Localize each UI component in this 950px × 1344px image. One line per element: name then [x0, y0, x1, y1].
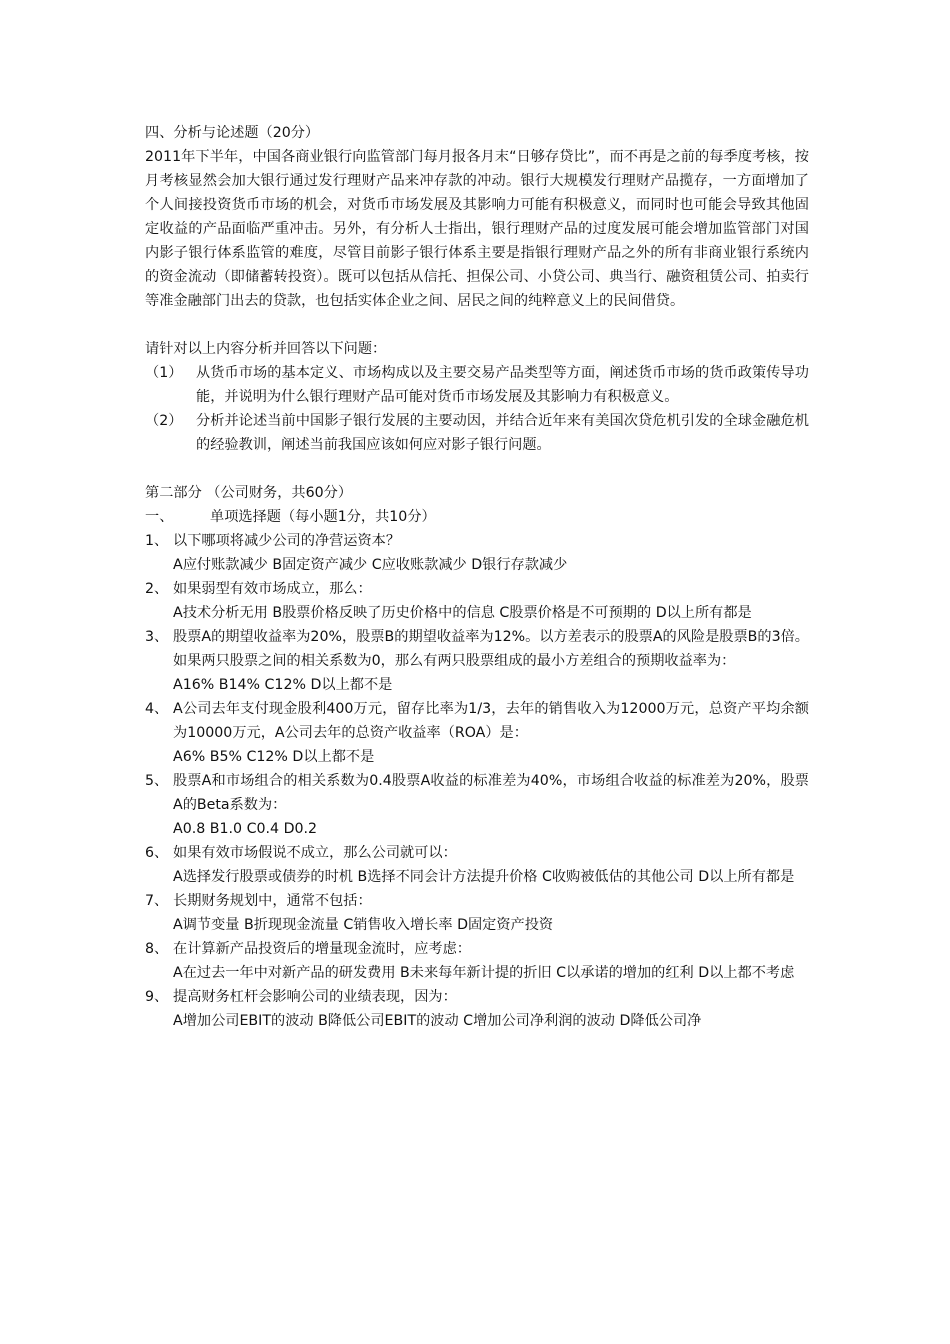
spacer	[145, 457, 809, 481]
question-options: A16% B14% C12% D以上都不是	[173, 677, 393, 693]
sub-question-number: （2）	[145, 413, 183, 429]
question-options: A增加公司EBIT的波动 B降低公司EBIT的波动 C增加公司净利润的波动 D降低公司净	[173, 1013, 702, 1029]
question-text: 股票A的期望收益率为20%，股票B的期望收益率为12%。以方差表示的股票A的风险是股票B的3倍。如果两只股票之间的相关系数为0，那么有两只股票组成的最小方差组合的预期收益率为：	[173, 629, 809, 669]
sub-question-2	[145, 409, 809, 457]
question-options: A0.8 B1.0 C0.4 D0.2	[173, 821, 318, 837]
question-text: 如果有效市场假说不成立，那么公司就可以：	[173, 845, 457, 861]
question-number: 2、	[145, 581, 169, 597]
question-8	[145, 937, 809, 985]
question-number: 5、	[145, 773, 169, 789]
question-number: 8、	[145, 941, 169, 957]
section4-paragraph: 2011年下半年，中国各商业银行向监管部门每月报各月末“日够存贷比”，而不再是之前的每季度考核，按月考核显然会加大银行通过发行理财产品来冲存款的冲动。银行大规模发行理财产品揽存，一方面增加了个人间接投资货币市场的机会，对货币市场发展及其影响力可能有积极意义，而同时也可能会导致其他固定收益的产品面临严重冲击。另外，有分析人士指出，银行理财产品的过度发展可能会增加监管部门对国内影子银行体系监管的难度，尽管目前影子银行体系主要是指银行理财产品之外的所有非商业银行系统内的资金流动（即储蓄转投资）。既可以包括从信托、担保公司、小贷公司、典当行、融资租赁公司、拍卖行等准金融部门出去的贷款，也包括实体企业之间、居民之间的纯粹意义上的民间借贷。	[145, 149, 809, 309]
question-text: 长期财务规划中，通常不包括：	[173, 893, 372, 909]
question-number: 7、	[145, 893, 169, 909]
question-options: A应付账款减少 B固定资产减少 C应收账款减少 D银行存款减少	[173, 557, 568, 573]
question-text: 如果弱型有效市场成立，那么：	[173, 581, 372, 597]
question-number: 3、	[145, 629, 169, 645]
question-6	[145, 841, 809, 889]
question-text: 以下哪项将减少公司的净营运资本？	[173, 533, 401, 549]
spacer	[145, 313, 809, 337]
section-title-row	[145, 505, 809, 529]
question-options: A调节变量 B折现现金流量 C销售收入增长率 D固定资产投资	[173, 917, 554, 933]
question-9	[145, 985, 809, 1033]
section4-heading: 四、分析与论述题（20分）	[145, 125, 320, 141]
sub-question-number: （1）	[145, 365, 183, 381]
question-4	[145, 697, 809, 769]
question-options: A在过去一年中对新产品的研发费用 B未来每年新计提的折旧 C以承诺的增加的红利 D以上都不考虑	[173, 965, 795, 981]
question-5	[145, 769, 809, 841]
document-body	[145, 121, 809, 1033]
question-2	[145, 577, 809, 625]
question-3	[145, 625, 809, 697]
question-text: A公司去年支付现金股利400万元，留存比率为1/3，去年的销售收入为12000万元，总资产平均余额为10000万元，A公司去年的总资产收益率（ROA）是：	[173, 701, 809, 741]
question-1	[145, 529, 809, 577]
section4-prompt: 请针对以上内容分析并回答以下问题：	[145, 341, 387, 357]
sub-question-text: 从货币市场的基本定义、市场构成以及主要交易产品类型等方面，阐述货币市场的货币政策传导功能，并说明为什么银行理财产品可能对货币市场发展及其影响力有积极意义。	[196, 365, 809, 405]
part2-heading: 第二部分 （公司财务，共60分）	[145, 485, 353, 501]
question-number: 4、	[145, 701, 169, 717]
section-number: 一、	[145, 509, 174, 525]
sub-question-text: 分析并论述当前中国影子银行发展的主要动因，并结合近年来有美国次贷危机引发的全球金融危机的经验教训，阐述当前我国应该如何应对影子银行问题。	[196, 413, 809, 453]
question-options: A6% B5% C12% D以上都不是	[173, 749, 375, 765]
sub-question-1	[145, 361, 809, 409]
question-text: 在计算新产品投资后的增量现金流时，应考虑：	[173, 941, 471, 957]
question-options: A选择发行股票或债券的时机 B选择不同会计方法提升价格 C收购被低估的其他公司 D以上所有都是	[173, 869, 795, 885]
question-number: 1、	[145, 533, 169, 549]
question-7	[145, 889, 809, 937]
section-title: 单项选择题（每小题1分，共10分）	[210, 509, 436, 525]
question-options: A技术分析无用 B股票价格反映了历史价格中的信息 C股票价格是不可预期的 D以上所有都是	[173, 605, 752, 621]
question-number: 9、	[145, 989, 169, 1005]
question-number: 6、	[145, 845, 169, 861]
question-text: 股票A和市场组合的相关系数为0.4股票A收益的标准差为40%，市场组合收益的标准差为20%，股票A的Beta系数为：	[173, 773, 809, 813]
question-text: 提高财务杠杆会影响公司的业绩表现，因为：	[173, 989, 457, 1005]
